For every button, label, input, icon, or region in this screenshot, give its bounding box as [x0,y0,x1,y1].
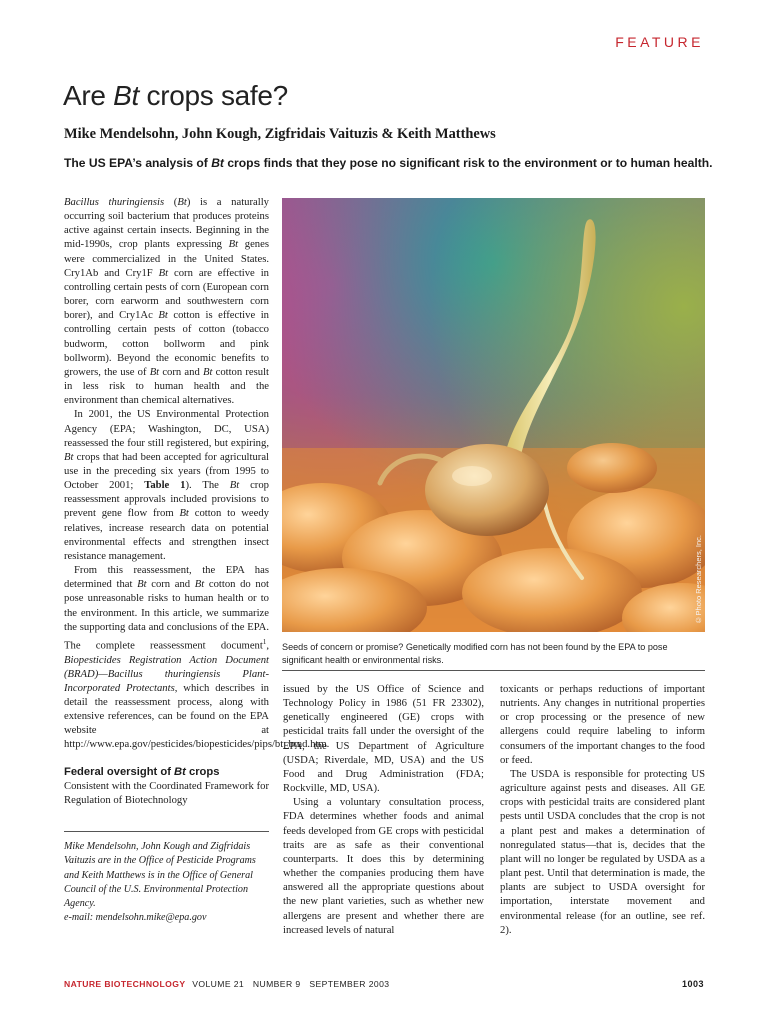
journal-name: NATURE BIOTECHNOLOGY [64,979,186,989]
page-number: 1003 [681,979,704,989]
standfirst-pre: The US EPA’s analysis of [64,156,212,170]
paragraph: Bacillus thuringiensis (Bt) is a naturally occurring soil bacterium that produces proteins active against certain insects. Beginning in the mid-1990s, crop plants expressing Bt genes were commercialized in the United States. Cry1Ab and Cry1F Bt corn are effective in controlling certain pests of corn (European corn borer, corn earworm and southwestern corn borer), and Cry1Ac Bt cotton is effective in controlling certain pests of cotton (tobacco budworm, cotton bollworm and pink bollworm). Beyond the economic benefits to growers, the use of Bt corn and Bt cotton result in less risk to human health and the environment than chemical alternatives. [64,197,270,407]
standfirst [64,156,724,170]
feature-photo [282,198,705,632]
standfirst-italic: Bt [211,156,224,170]
heading-post: crops [185,765,220,778]
paragraph: Using a voluntary consultation process, FDA determines whether foods and animal feeds developed from GE crops with pesticidal traits are as safe as their conventional counterparts. It does this by determining whether the companies producing them have answered all the appropriate questions about the new plant varieties, such as whether new allergens are present and whether there are increased levels of natural [283,797,484,936]
paragraph: In 2001, the US Environmental Protection Agency (EPA; Washington, DC, USA) reassessed the four still registered, but expiring, Bt crops that had been accepted for agricultural use in the preceding six years (from 1995 to October 2001; Table 1). The Bt crop reassessment approvals included provisions to prevent gene flow from Bt cotton to weedy relatives, increase research data on potential environmental effects and strengthen insect resistance management. [64,409,269,562]
heading-italic: Bt [174,765,186,778]
title-pre: Are [63,80,114,111]
body-column-1 [64,196,330,808]
paragraph: Consistent with the Coordinated Framework for Regulation of Biotechnology [64,780,269,806]
paragraph: The USDA is responsible for protecting US agriculture against pests and diseases. All GE crops with pesticidal traits are considered plant pests until USDA concludes that the crop is not a plant pest and makes a determination of nonregulated status—that is, decides that the plant will no longer be regulated by USDA as a plant pest. Until that determination is made, the plants are subject to USDA oversight for importation, interstate movement and environmental release (for an outline, see ref. 2). [500,768,705,936]
author-affiliation-note [64,831,269,926]
author-list: Mike Mendelsohn, John Kough, Zigfridais Vaituzis & Keith Matthews [64,126,496,142]
footer-citation [64,979,395,989]
heading-pre: Federal oversight of [64,765,175,778]
article-title [63,80,288,112]
title-italic: Bt [113,80,140,111]
section-heading [64,765,269,779]
title-post: crops safe? [139,80,288,111]
section-label: FEATURE [615,34,704,50]
volume: VOLUME 21 [192,979,245,989]
affiliation-text: Mike Mendelsohn, John Kough and Zigfridais Vaituzis are in the Office of Pesticide Programs and Keith Matthews is in the Office of General Council of the U.S. Environmental Protection Agency. [64,841,256,910]
seedling-illustration [282,198,705,632]
body-column-2 [283,683,484,938]
contact-email: e-mail: mendelsohn.mike@epa.gov [64,912,207,924]
issue-number: NUMBER 9 [252,979,301,989]
paragraph: toxicants or perhaps reductions of important nutrients. Any changes in nutritional properties or crop processing or the presence of new allergens could require labeling to inform consumers of the important changes to the food or feed. [500,684,705,766]
body-column-3 [500,683,705,938]
figure-caption: Seeds of concern or promise? Genetically modified corn has not been found by the EPA to pose significant health or environmental risks. [282,642,668,665]
issue-date: SEPTEMBER 2003 [309,979,390,989]
standfirst-post: crops finds that they pose no significant risk to the environment or to human health. [223,156,713,170]
paragraph: issued by the US Office of Science and Technology Policy in 1986 (51 FR 23302), genetically engineered (GE) crops with pesticidal traits fall under the oversight of the EPA, the US Department of Agriculture (USDA; Riverdale, MD, USA) and the US Food and Drug Administration (FDA; Rockville, MD, USA). [283,684,484,795]
paragraph: From this reassessment, the EPA has determined that Bt corn and Bt cotton do not pose unreasonable risks to human health or to the environment. In this article, we summarize the supporting data and conclusions of the EPA. The complete reassessment document$^1$, Biopesticides Registration Action Document (BRAD)—Bacillus thuringiensis Plant-Incorporated Protectants, which describes in detail the reassessment process, along with extensive references, can be found on the EPA website at http://www.epa.gov/pesticides/biopesticides/pips/bt_brad.htm. [64,565,330,751]
photo-credit: ©Photo Researchers, Inc. [694,534,703,624]
caption-divider [282,670,705,671]
